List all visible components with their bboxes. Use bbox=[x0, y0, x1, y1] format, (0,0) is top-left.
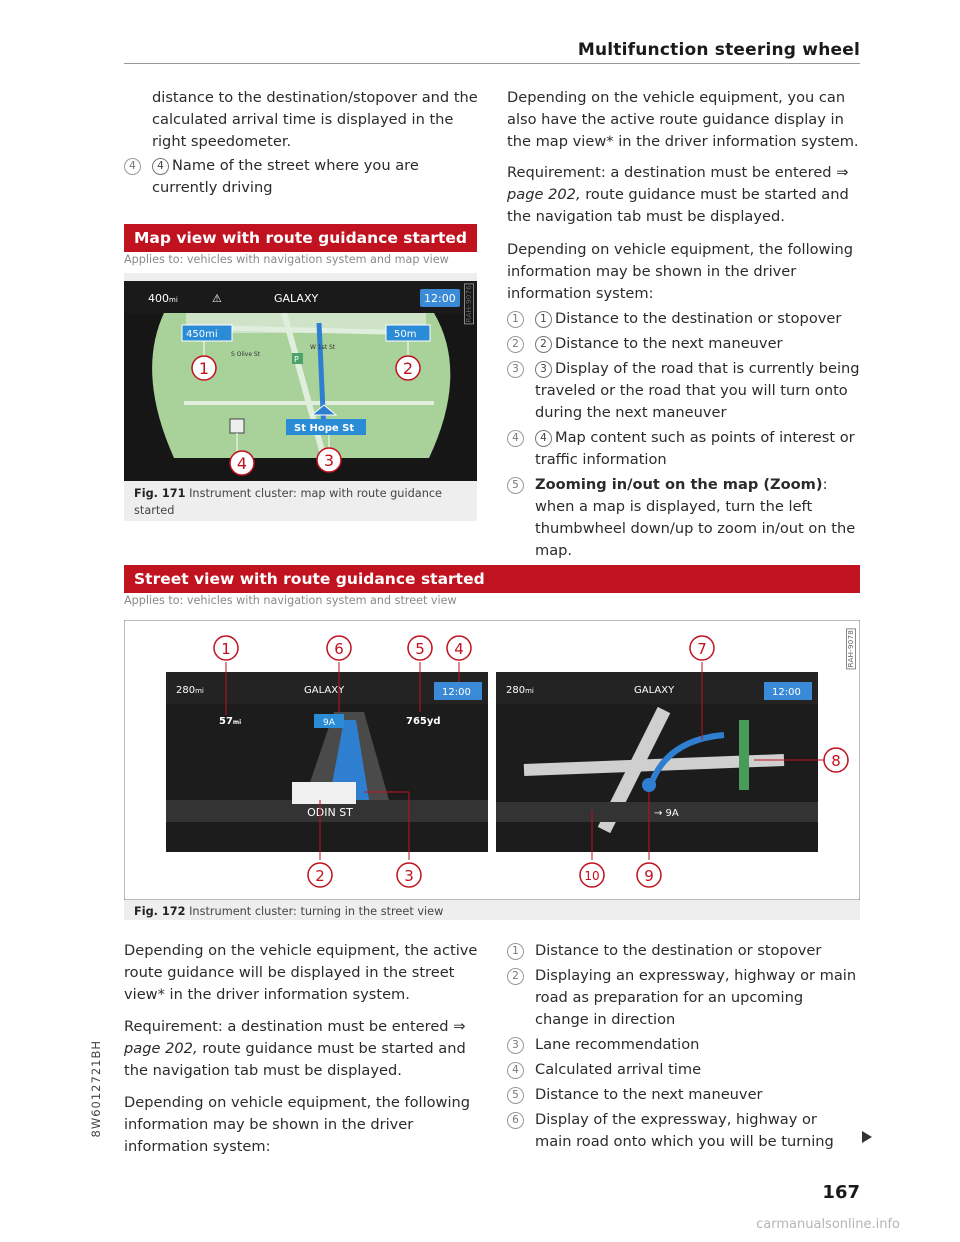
station-name: GALAXY bbox=[274, 292, 319, 305]
svg-text:6: 6 bbox=[334, 640, 344, 658]
callout-2 bbox=[396, 356, 420, 380]
distance-next-maneuver: 765yd bbox=[406, 716, 441, 727]
list-item: 4 Calculated arrival time bbox=[507, 1059, 857, 1081]
paragraph: Depending on vehicle equipment, the following information may be shown in the driver information system: bbox=[507, 241, 854, 302]
figure-171 bbox=[124, 273, 477, 521]
street-name: ODIN ST bbox=[307, 806, 353, 819]
callout-5 bbox=[408, 636, 432, 660]
list-item: 5 Distance to the next maneuver bbox=[507, 1084, 857, 1106]
parking-icon: P bbox=[294, 355, 299, 364]
header-rule bbox=[124, 63, 860, 64]
paragraph: Depending on vehicle equipment, the following information may be shown in the driver information system: bbox=[124, 1094, 471, 1155]
distance-destination: 450mi bbox=[186, 329, 218, 340]
section-banner-map-view: Map view with route guidance started bbox=[124, 224, 477, 252]
exit-label: → 9A bbox=[654, 808, 679, 819]
svg-text:57mi: 57mi bbox=[219, 716, 242, 727]
applies-note: Applies to: vehicles with navigation system and map view bbox=[124, 253, 449, 266]
list-item: 3 3 Display of the road that is currently being traveled or the road that you will turn onto during the next maneuver bbox=[507, 358, 862, 424]
svg-text:10: 10 bbox=[584, 869, 600, 883]
svg-text:8: 8 bbox=[831, 752, 841, 770]
svg-text:280mi: 280mi bbox=[176, 685, 204, 696]
street-view-illustration bbox=[124, 620, 860, 900]
clock: 12:00 bbox=[424, 292, 456, 305]
callout-1 bbox=[192, 356, 216, 380]
svg-text:3: 3 bbox=[404, 867, 414, 885]
svg-text:4: 4 bbox=[454, 640, 464, 658]
list-item bbox=[124, 155, 484, 199]
map-cluster-illustration bbox=[124, 273, 477, 521]
callout-3 bbox=[317, 448, 341, 472]
figure-code: RAH-9076 bbox=[465, 285, 473, 323]
page-ref-link[interactable]: ⇒ page 202, bbox=[124, 1018, 466, 1057]
legend-list bbox=[507, 940, 857, 1153]
callout-2 bbox=[308, 863, 332, 887]
svg-text:3: 3 bbox=[323, 451, 335, 470]
svg-text:2: 2 bbox=[402, 359, 414, 378]
list-item: 3 Lane recommendation bbox=[507, 1034, 857, 1056]
svg-text:280mi: 280mi bbox=[506, 685, 534, 696]
exit-sign: 9A bbox=[323, 718, 335, 728]
running-header: Multifunction steering wheel bbox=[577, 40, 860, 60]
figure-caption: Fig. 172 Instrument cluster: turning in the street view bbox=[134, 905, 444, 918]
clock: 12:00 bbox=[772, 687, 801, 698]
list-item: 4 4 Map content such as points of interest or traffic information bbox=[507, 427, 862, 471]
figure-172 bbox=[124, 620, 860, 920]
svg-text:9: 9 bbox=[644, 867, 654, 885]
svg-text:4: 4 bbox=[236, 454, 248, 473]
figure-code: RAH-9078 bbox=[847, 630, 855, 668]
list-item: 1 1 Distance to the destination or stopover bbox=[507, 308, 862, 330]
page-number: 167 bbox=[822, 1182, 860, 1203]
list-item: 6 Display of the expressway, highway or main road onto which you will be turning bbox=[507, 1109, 857, 1153]
list-item-text: Name of the street where you are currently driving bbox=[152, 157, 419, 196]
continue-arrow-icon bbox=[862, 1131, 872, 1143]
list-item: 2 2 Distance to the next maneuver bbox=[507, 333, 862, 355]
callout-6 bbox=[327, 636, 351, 660]
list-item: 5 Zooming in/out on the map (Zoom): when a map is displayed, turn the left thumbwheel down/up to zoom in/out on the map. bbox=[507, 474, 862, 562]
clock: 12:00 bbox=[442, 687, 471, 698]
figure-caption: Fig. 171 Instrument cluster: map with route guidance started bbox=[134, 487, 443, 517]
svg-text:1: 1 bbox=[221, 640, 231, 658]
svg-text:5: 5 bbox=[415, 640, 425, 658]
callout-9 bbox=[637, 863, 661, 887]
callout-3 bbox=[397, 863, 421, 887]
svg-text:2: 2 bbox=[315, 867, 325, 885]
applies-note: Applies to: vehicles with navigation system and street view bbox=[124, 594, 457, 607]
station-name: GALAXY bbox=[634, 685, 675, 696]
warning-icon: ⚠ bbox=[212, 292, 222, 305]
paragraph: Requirement: a destination must be entered ⇒ page 202, route guidance must be started and the navigation tab must be displayed. bbox=[507, 164, 849, 225]
trip-distance: 400 bbox=[148, 292, 169, 305]
section-banner-street-view: Street view with route guidance started bbox=[124, 565, 860, 593]
list-item: 1 Distance to the destination or stopover bbox=[507, 940, 857, 962]
paragraph: Depending on the vehicle equipment, the active route guidance will be displayed in the street view* in the driver information system. bbox=[124, 942, 478, 1003]
distance-next-maneuver: 50m bbox=[394, 329, 417, 340]
station-name: GALAXY bbox=[304, 685, 345, 696]
street-label: S Olive St bbox=[231, 351, 261, 358]
current-street: St Hope St bbox=[294, 423, 355, 434]
street-label: W 1st St bbox=[310, 344, 336, 351]
callout-marker: 4 bbox=[152, 158, 169, 175]
callout-10 bbox=[580, 863, 604, 887]
info-list bbox=[507, 308, 862, 562]
list-item: 2 Displaying an expressway, highway or main road as preparation for an upcoming change in direction bbox=[507, 965, 857, 1031]
svg-text:400mi: 400mi bbox=[148, 292, 178, 305]
callout-marker: 4 bbox=[124, 158, 141, 175]
callout-4 bbox=[447, 636, 471, 660]
callout-1 bbox=[214, 636, 238, 660]
page-ref-link[interactable]: ⇒ page 202, bbox=[507, 164, 849, 203]
callout-4 bbox=[230, 451, 254, 475]
watermark: carmanualsonline.info bbox=[756, 1217, 900, 1232]
callout-7 bbox=[690, 636, 714, 660]
svg-text:7: 7 bbox=[697, 640, 707, 658]
document-code: 8W6012721BH bbox=[89, 1040, 103, 1138]
svg-text:1: 1 bbox=[198, 359, 210, 378]
paragraph: Requirement: a destination must be entered ⇒ page 202, route guidance must be started and the navigation tab must be displayed. bbox=[124, 1018, 466, 1079]
intro-text: distance to the destination/stopover and the calculated arrival time is displayed in the right speedometer. bbox=[152, 89, 478, 150]
paragraph: Depending on the vehicle equipment, you can also have the active route guidance display in the map view* in the driver information system. bbox=[507, 89, 859, 150]
callout-8 bbox=[824, 748, 848, 772]
